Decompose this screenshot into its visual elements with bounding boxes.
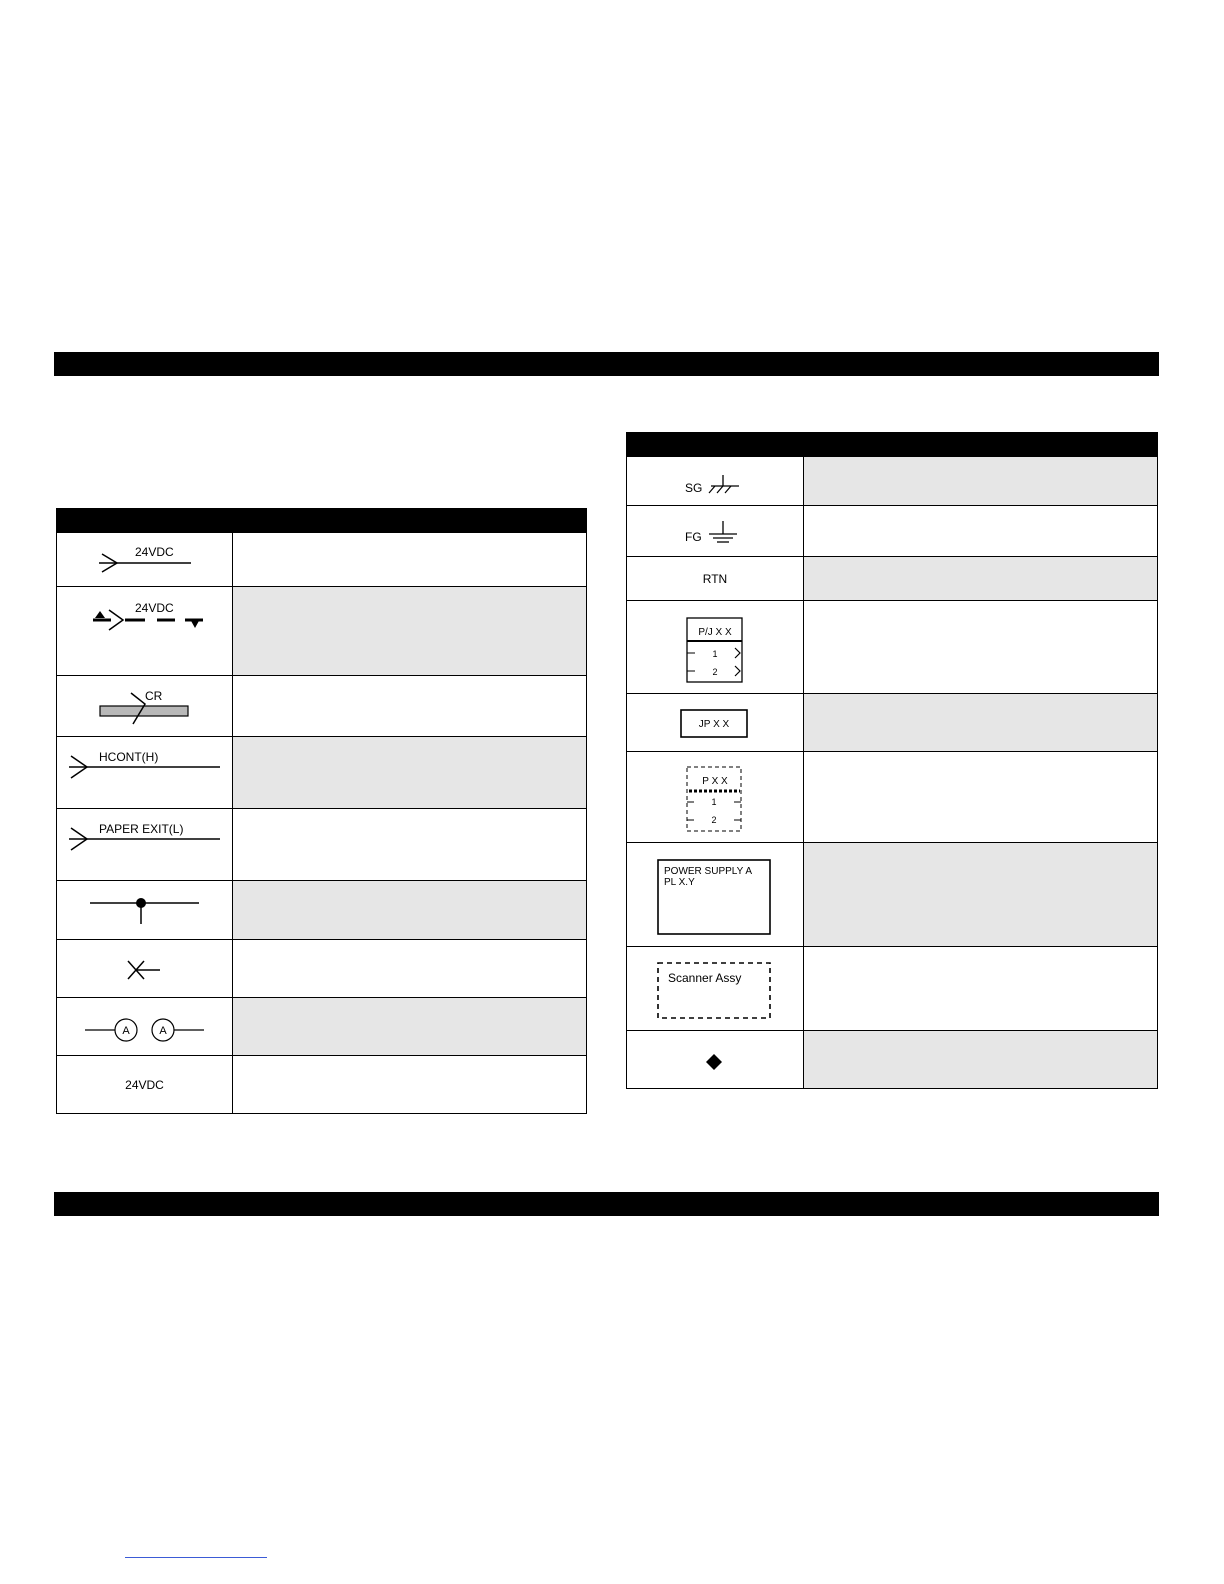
symbol-cell xyxy=(627,457,804,506)
description-cell xyxy=(804,947,1158,1031)
return-label: RTN xyxy=(702,571,728,586)
symbol-cell xyxy=(57,1056,233,1114)
symbol-cell xyxy=(57,881,233,940)
table-row xyxy=(627,694,1158,752)
dashed-assembly-box-icon xyxy=(627,948,804,1030)
jumper-label: JP X X xyxy=(698,718,730,730)
pin-number: 2 xyxy=(712,667,718,677)
dashed-plug-icon xyxy=(627,753,804,841)
table-row xyxy=(57,809,587,881)
table-row xyxy=(627,601,1158,694)
description-cell xyxy=(804,1031,1158,1089)
ground-label: FG xyxy=(685,530,702,544)
symbol-cell xyxy=(627,947,804,1031)
symbol-cell xyxy=(627,752,804,843)
table-row xyxy=(627,506,1158,557)
connector-reference-icon xyxy=(57,999,233,1055)
table-row xyxy=(57,737,587,809)
pin-number: 1 xyxy=(712,649,718,659)
table-row xyxy=(57,1056,587,1114)
signal-line-icon xyxy=(57,534,233,586)
ground-label: SG xyxy=(685,481,703,495)
reference-label: A xyxy=(159,1024,167,1037)
table-row xyxy=(627,1031,1158,1089)
symbol-cell xyxy=(57,676,233,737)
component-reference: PL X.Y xyxy=(664,876,695,888)
jumper-box-icon xyxy=(627,695,804,751)
description-cell xyxy=(233,809,587,881)
symbol-cell xyxy=(57,587,233,676)
table-row xyxy=(57,998,587,1056)
table-row xyxy=(57,533,587,587)
connector-label: P/J X X xyxy=(698,627,732,638)
column-header-symbol xyxy=(57,509,233,533)
description-cell xyxy=(233,998,587,1056)
description-cell xyxy=(804,506,1158,557)
signal-label: CR xyxy=(145,689,163,703)
description-cell xyxy=(233,676,587,737)
symbol-cell xyxy=(57,533,233,587)
diamond-icon xyxy=(627,1032,804,1088)
description-cell xyxy=(233,737,587,809)
table-header-row xyxy=(57,509,587,533)
description-cell xyxy=(233,533,587,587)
column-header-description xyxy=(804,433,1158,457)
description-cell xyxy=(233,881,587,940)
description-cell xyxy=(804,843,1158,947)
table-row xyxy=(627,947,1158,1031)
no-connection-icon xyxy=(57,941,233,997)
table-row xyxy=(627,843,1158,947)
column-header-description xyxy=(233,509,587,533)
table-row xyxy=(627,457,1158,506)
symbol-cell xyxy=(627,694,804,752)
symbol-legend-table-right xyxy=(626,432,1158,1089)
symbol-cell xyxy=(627,843,804,947)
description-cell xyxy=(233,587,587,676)
frame-ground-icon xyxy=(627,506,804,556)
component-name: POWER SUPPLY A xyxy=(664,865,752,877)
table-row xyxy=(627,557,1158,601)
symbol-cell xyxy=(57,940,233,998)
footer-link-underline[interactable] xyxy=(125,1557,267,1558)
assembly-name: Scanner Assy xyxy=(668,970,742,985)
description-cell xyxy=(804,694,1158,752)
description-cell xyxy=(804,557,1158,601)
header-bar xyxy=(54,352,1159,376)
symbol-cell xyxy=(627,506,804,557)
dashed-signal-line-icon xyxy=(57,588,233,674)
symbol-cell xyxy=(57,809,233,881)
column-header-symbol xyxy=(627,433,804,457)
description-cell xyxy=(804,457,1158,506)
signal-label: PAPER EXIT(L) xyxy=(99,821,184,836)
table-row xyxy=(627,752,1158,843)
table-row xyxy=(57,940,587,998)
description-cell xyxy=(233,940,587,998)
description-cell xyxy=(804,752,1158,843)
description-cell xyxy=(233,1056,587,1114)
signal-label: HCONT(H) xyxy=(99,749,159,764)
table-row xyxy=(57,676,587,737)
voltage-label: 24VDC xyxy=(125,1077,164,1092)
table-row xyxy=(57,881,587,940)
symbol-cell xyxy=(57,737,233,809)
signal-ground-icon xyxy=(627,457,804,505)
signal-label: 24VDC xyxy=(135,544,174,559)
plug-jack-icon xyxy=(627,602,804,692)
symbol-cell xyxy=(627,1031,804,1089)
description-cell xyxy=(804,601,1158,694)
footer-bar xyxy=(54,1192,1159,1216)
carriage-signal-icon xyxy=(57,677,233,735)
reference-label: A xyxy=(122,1024,130,1037)
component-box-icon xyxy=(627,845,804,945)
signal-label: 24VDC xyxy=(135,601,174,615)
pin-number: 2 xyxy=(711,815,717,825)
symbol-cell xyxy=(57,998,233,1056)
table-header-row xyxy=(627,433,1158,457)
symbol-cell xyxy=(627,557,804,601)
connector-label: P X X xyxy=(702,776,728,787)
junction-dot-icon xyxy=(57,882,233,938)
signal-line-icon xyxy=(57,810,233,880)
pin-number: 1 xyxy=(711,797,717,807)
symbol-legend-table-left xyxy=(56,508,587,1114)
signal-line-icon xyxy=(57,738,233,808)
table-row xyxy=(57,587,587,676)
symbol-cell xyxy=(627,601,804,694)
